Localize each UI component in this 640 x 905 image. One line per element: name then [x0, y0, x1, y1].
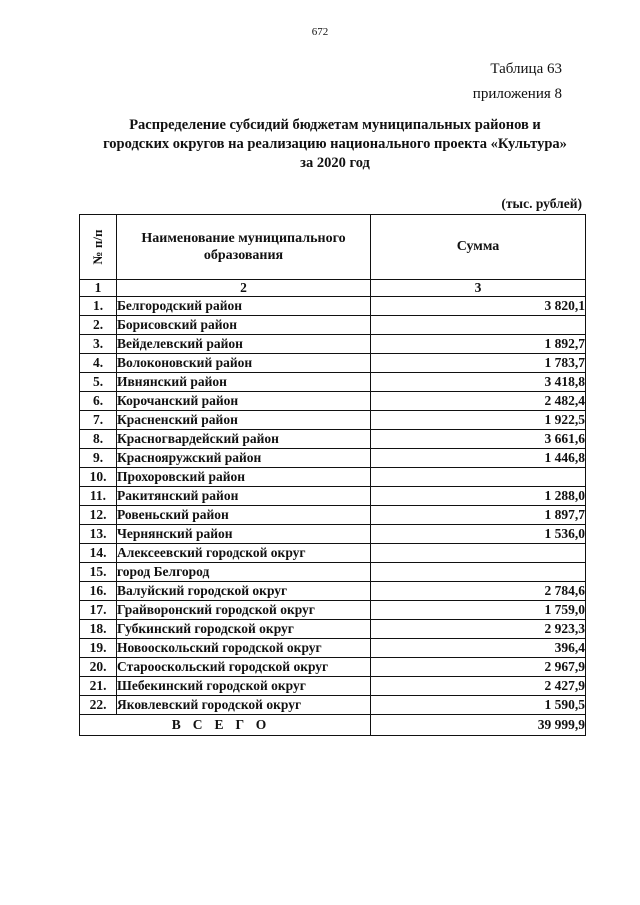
municipality-name: Вейделевский район [117, 335, 371, 354]
row-number: 16. [80, 582, 117, 601]
municipality-name: Чернянский район [117, 525, 371, 544]
column-numbers-row [80, 280, 586, 297]
header-num [80, 215, 117, 280]
row-number: 4. [80, 354, 117, 373]
subsidy-amount: 3 418,8 [371, 373, 586, 392]
municipality-name: Валуйский городской округ [117, 582, 371, 601]
municipality-name: Борисовский район [117, 316, 371, 335]
table-row [80, 544, 586, 563]
subsidy-amount: 1 590,5 [371, 696, 586, 715]
title-line1: Распределение субсидий бюджетам муниципальных районов и [129, 117, 541, 133]
municipality-name: город Белгород [117, 563, 371, 582]
table-row [80, 392, 586, 411]
municipality-name: Волоконовский район [117, 354, 371, 373]
table-row [80, 677, 586, 696]
subsidy-amount [371, 316, 586, 335]
title-line3: за 2020 год [300, 155, 370, 171]
subsidy-amount: 1 446,8 [371, 449, 586, 468]
municipality-name: Корочанский район [117, 392, 371, 411]
subsidy-amount: 1 288,0 [371, 487, 586, 506]
row-number: 18. [80, 620, 117, 639]
row-number: 1. [80, 297, 117, 316]
row-number: 17. [80, 601, 117, 620]
row-number: 10. [80, 468, 117, 487]
row-number: 5. [80, 373, 117, 392]
header-sum: Сумма [371, 215, 586, 280]
table-row [80, 601, 586, 620]
municipality-name: Прохоровский район [117, 468, 371, 487]
total-label: ВСЕГО [80, 715, 371, 736]
row-number: 19. [80, 639, 117, 658]
municipality-name: Ивнянский район [117, 373, 371, 392]
municipality-name: Губкинский городской округ [117, 620, 371, 639]
municipality-name: Новооскольский городской округ [117, 639, 371, 658]
row-number: 20. [80, 658, 117, 677]
table-row [80, 449, 586, 468]
header-name-line1: Наименование муниципального [141, 231, 346, 246]
subsidy-amount [371, 468, 586, 487]
row-number: 13. [80, 525, 117, 544]
subsidy-amount: 1 922,5 [371, 411, 586, 430]
row-number: 3. [80, 335, 117, 354]
header-name [117, 215, 371, 280]
table-row [80, 639, 586, 658]
table-row [80, 620, 586, 639]
municipality-name: Ракитянский район [117, 487, 371, 506]
table-row [80, 487, 586, 506]
subsidy-amount: 2 967,9 [371, 658, 586, 677]
municipality-name: Яковлевский городской округ [117, 696, 371, 715]
row-number: 9. [80, 449, 117, 468]
row-number: 2. [80, 316, 117, 335]
table-row [80, 696, 586, 715]
row-number: 15. [80, 563, 117, 582]
subsidy-amount: 1 783,7 [371, 354, 586, 373]
row-number: 22. [80, 696, 117, 715]
page-number: 672 [311, 26, 329, 38]
municipality-name: Старооскольский городской округ [117, 658, 371, 677]
row-number: 8. [80, 430, 117, 449]
column-number: 1 [80, 280, 117, 297]
total-row [80, 715, 586, 736]
subsidy-amount: 3 661,6 [371, 430, 586, 449]
municipality-name: Ровеньский район [117, 506, 371, 525]
unit-note: (тыс. рублей) [501, 196, 582, 211]
table-row [80, 468, 586, 487]
header-row [80, 215, 586, 280]
municipality-name: Алексеевский городской округ [117, 544, 371, 563]
table-reference [473, 57, 562, 107]
subsidy-table [79, 214, 586, 736]
subsidy-amount: 1 536,0 [371, 525, 586, 544]
subsidy-amount: 3 820,1 [371, 297, 586, 316]
table-row [80, 373, 586, 392]
table-row [80, 563, 586, 582]
row-number: 7. [80, 411, 117, 430]
table-row [80, 525, 586, 544]
table-row [80, 335, 586, 354]
subsidy-amount: 2 482,4 [371, 392, 586, 411]
row-number: 14. [80, 544, 117, 563]
table-row [80, 658, 586, 677]
subsidy-amount: 396,4 [371, 639, 586, 658]
municipality-name: Белгородский район [117, 297, 371, 316]
subsidy-amount: 1 892,7 [371, 335, 586, 354]
subsidy-amount: 1 897,7 [371, 506, 586, 525]
column-number: 3 [371, 280, 586, 297]
header-name-line2: образования [203, 248, 284, 263]
row-number: 6. [80, 392, 117, 411]
table-row [80, 582, 586, 601]
municipality-name: Грайворонский городской округ [117, 601, 371, 620]
table-body [80, 297, 586, 715]
document-title [80, 116, 590, 173]
subsidy-amount: 2 427,9 [371, 677, 586, 696]
subsidy-amount: 1 759,0 [371, 601, 586, 620]
row-number: 11. [80, 487, 117, 506]
subsidy-amount: 2 923,3 [371, 620, 586, 639]
table-row [80, 316, 586, 335]
subsidy-amount [371, 563, 586, 582]
subsidy-amount [371, 544, 586, 563]
municipality-name: Шебекинский городской округ [117, 677, 371, 696]
table-reference-line2: приложения 8 [472, 86, 562, 102]
municipality-name: Красненский район [117, 411, 371, 430]
title-line2: городских округов на реализацию национального проекта «Культура» [103, 136, 567, 152]
table-reference-line1: Таблица 63 [490, 61, 562, 77]
total-sum: 39 999,9 [371, 715, 586, 736]
column-number: 2 [117, 280, 371, 297]
municipality-name: Краснояружский район [117, 449, 371, 468]
subsidy-amount: 2 784,6 [371, 582, 586, 601]
header-num-label: № п/п [90, 229, 105, 265]
table-row [80, 430, 586, 449]
table-row [80, 354, 586, 373]
table-row [80, 506, 586, 525]
table-row [80, 297, 586, 316]
row-number: 21. [80, 677, 117, 696]
municipality-name: Красногвардейский район [117, 430, 371, 449]
table-row [80, 411, 586, 430]
row-number: 12. [80, 506, 117, 525]
